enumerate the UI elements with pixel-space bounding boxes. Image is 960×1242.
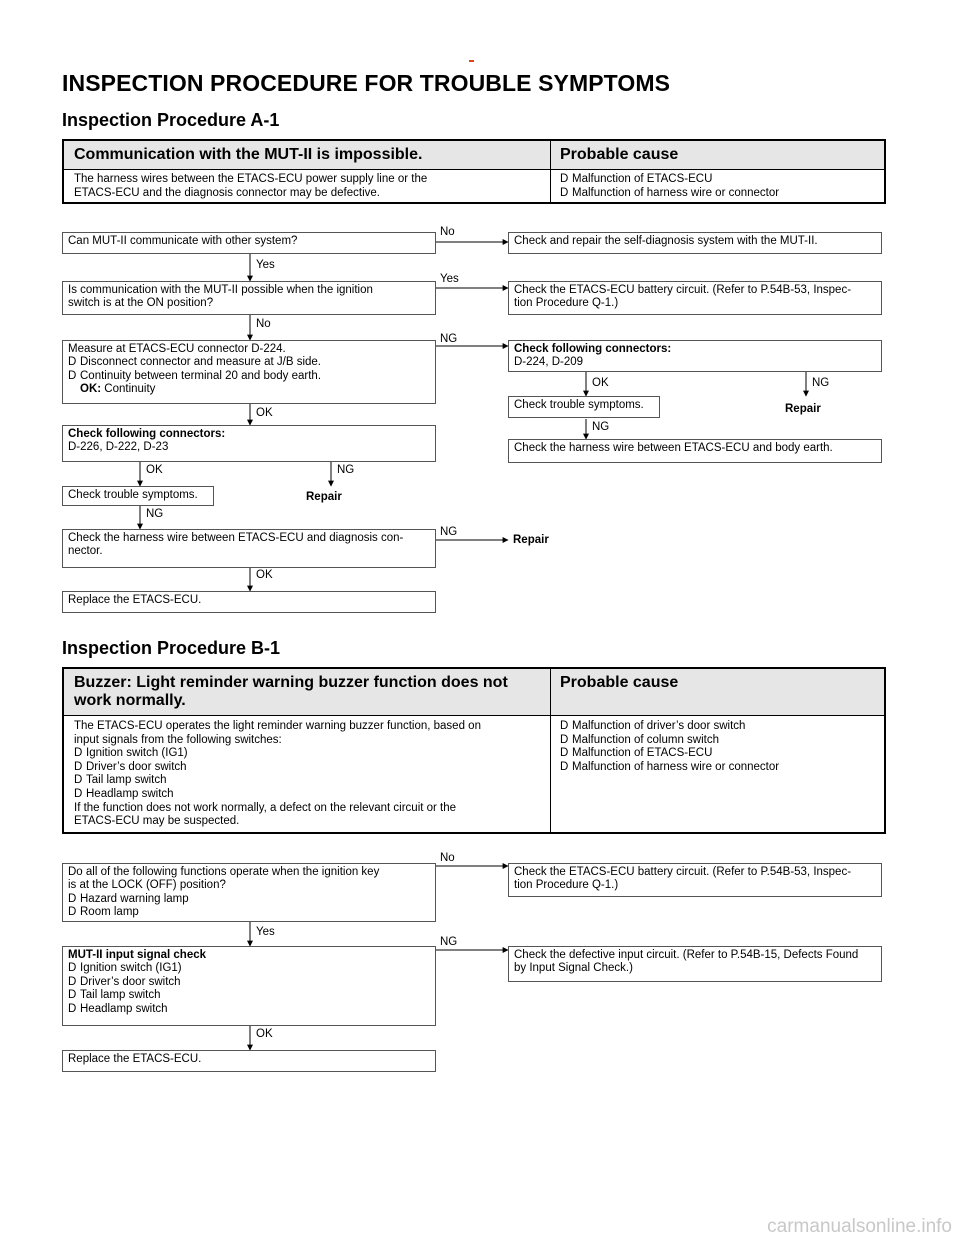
label-repair: Repair — [306, 491, 342, 503]
label-ng: NG — [440, 936, 458, 948]
label-no: No — [256, 318, 271, 330]
page-title: INSPECTION PROCEDURE FOR TROUBLE SYMPTOMS — [62, 70, 671, 96]
label-ng: NG — [812, 377, 830, 389]
label-yes: Yes — [256, 259, 275, 271]
symptom-title: Communication with the MUT-II is impossible. — [74, 146, 423, 163]
symptom-description: The harness wires between the ETACS-ECU power supply line or the ETACS-ECU and the diagnosis connector may be defective. — [74, 173, 428, 199]
label-no: No — [440, 852, 455, 864]
procedure-b1-header-table — [62, 667, 886, 834]
label-repair: Repair — [513, 534, 549, 546]
step-a1-check-connectors: Check following connectors: D-226, D-222, D-23 — [62, 425, 436, 462]
label-ng: NG — [337, 464, 355, 476]
label-ok: OK — [146, 464, 163, 476]
step-a1-measure-connector: Measure at ETACS-ECU connector D-224. D Disconnect connector and measure at J/B side. D Continuity between terminal 20 and body earth. OK: Continuity — [62, 340, 436, 404]
procedure-a1-title: Inspection Procedure A-1 — [62, 110, 280, 130]
step-a1-check-harness-diagnosis: Check the harness wire between ETACS-ECU and diagnosis con- nector. — [62, 529, 436, 568]
label-ok: OK — [592, 377, 609, 389]
label-no: No — [440, 226, 455, 238]
step-b1-lock-position-functions: Do all of the following functions operate when the ignition key is at the LOCK (OFF) position? D Hazard warning lamp D Room lamp — [62, 863, 436, 922]
label-ok: OK — [256, 407, 273, 419]
label-ok: OK — [256, 1028, 273, 1040]
probable-cause-title: Probable cause — [560, 674, 679, 691]
probable-cause-title: Probable cause — [560, 146, 679, 163]
result-b1-battery-circuit: Check the ETACS-ECU battery circuit. (Refer to P.54B-53, Inspec- tion Procedure Q-1.) — [508, 863, 882, 897]
step-b1-replace-ecu: Replace the ETACS-ECU. — [62, 1050, 436, 1072]
footer-watermark: carmanualsonline.info — [767, 1216, 952, 1237]
result-a1-battery-circuit: Check the ETACS-ECU battery circuit. (Refer to P.54B-53, Inspec- tion Procedure Q-1.) — [508, 281, 882, 315]
step-b1-mut-input-signal-check: MUT-II input signal check D Ignition switch (IG1) D Driver’s door switch D Tail lamp switch D Headlamp switch — [62, 946, 436, 1026]
step-a1-check-trouble-symptoms: Check trouble symptoms. — [62, 486, 214, 506]
label-ng: NG — [440, 526, 458, 538]
probable-cause-list: D Malfunction of ETACS-ECU D Malfunction of harness wire or connector — [560, 173, 780, 199]
result-b1-defective-input-circuit: Check the defective input circuit. (Refer to P.54B-15, Defects Found by Input Signal Check.) — [508, 946, 882, 982]
symptom-title: Buzzer: Light reminder warning buzzer function does not work normally. — [74, 674, 508, 709]
label-ok: OK — [256, 569, 273, 581]
symptom-description: The ETACS-ECU operates the light reminder warning buzzer function, based on input signals from the following switches: D Ignition switch (IG1) D Driver’s door switch D Tail lamp switch D Headlamp switch If the function does not work normally, a defect on the relevant circuit or the ETACS-ECU may be suspected. — [74, 720, 481, 828]
procedure-b1-title: Inspection Procedure B-1 — [62, 638, 281, 658]
step-a1-ignition-on: Is communication with the MUT-II possible when the ignition switch is at the ON position? — [62, 281, 436, 315]
label-ng: NG — [440, 333, 458, 345]
step-a1-replace-ecu: Replace the ETACS-ECU. — [62, 591, 436, 613]
result-a1-check-harness-body-earth: Check the harness wire between ETACS-ECU and body earth. — [508, 439, 882, 463]
result-a1-check-trouble-symptoms: Check trouble symptoms. — [508, 396, 660, 418]
label-ng: NG — [146, 508, 164, 520]
result-a1-check-connectors: Check following connectors: D-224, D-209 — [508, 340, 882, 372]
label-yes: Yes — [256, 926, 275, 938]
label-repair: Repair — [785, 403, 821, 415]
result-a1-repair-self-diagnosis: Check and repair the self-diagnosis system with the MUT-II. — [508, 232, 882, 254]
label-ng: NG — [592, 421, 610, 433]
step-a1-mut-other-system: Can MUT-II communicate with other system? — [62, 232, 436, 254]
label-yes: Yes — [440, 273, 459, 285]
probable-cause-list: D Malfunction of driver’s door switch D Malfunction of column switch D Malfunction of ETACS-ECU D Malfunction of harness wire or connector — [560, 720, 780, 773]
